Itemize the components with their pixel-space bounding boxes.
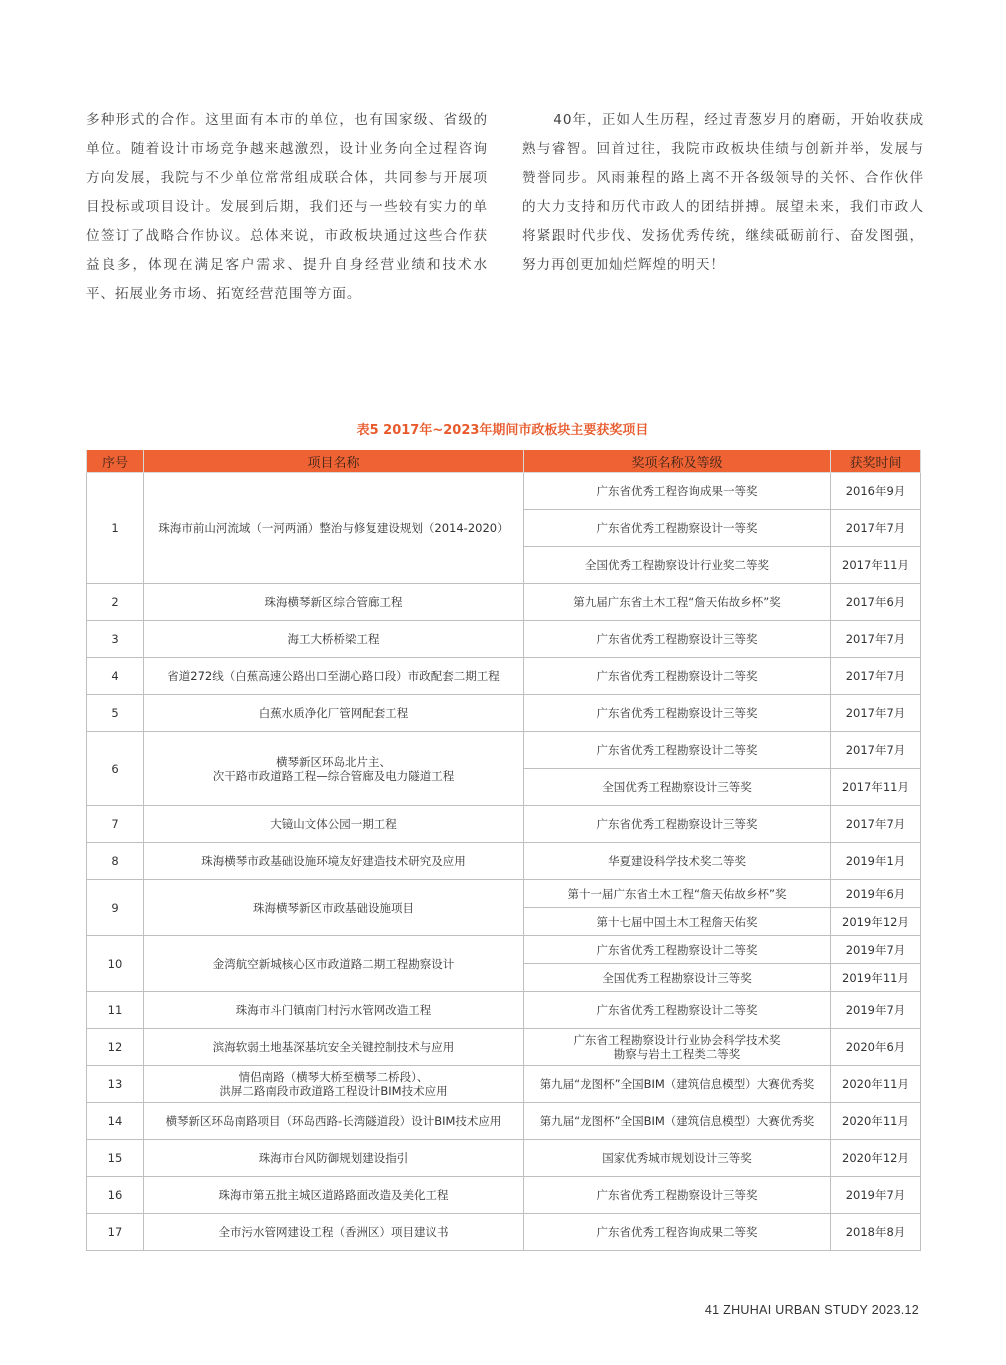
cell-project: 珠海市台风防御规划建设指引 [144,1140,524,1177]
table-row [87,806,921,843]
column-header-project: 项目名称 [144,450,524,473]
cell-award: 全国优秀工程勘察设计行业奖二等奖 [524,547,831,584]
cell-project: 白蕉水质净化厂管网配套工程 [144,695,524,732]
page-footer [705,1303,919,1317]
cell-no: 14 [87,1103,144,1140]
table-row [87,732,921,769]
cell-no: 11 [87,992,144,1029]
cell-award: 广东省优秀工程勘察设计二等奖 [524,658,831,695]
cell-date: 2017年7月 [831,806,921,843]
cell-award: 广东省优秀工程勘察设计三等奖 [524,695,831,732]
cell-no: 16 [87,1177,144,1214]
cell-date: 2017年7月 [831,621,921,658]
table-row [87,1066,921,1103]
cell-project: 珠海横琴市政基础设施环境友好建造技术研究及应用 [144,843,524,880]
cell-project: 省道272线（白蕉高速公路出口至湖心路口段）市政配套二期工程 [144,658,524,695]
table-row [87,1140,921,1177]
page-number: 41 [704,1303,720,1317]
cell-no: 5 [87,695,144,732]
table-title: 表5 2017年~2023年期间市政板块主要获奖项目 [356,423,649,438]
cell-no: 17 [87,1214,144,1251]
cell-award: 国家优秀城市规划设计三等奖 [524,1140,831,1177]
table-row [87,843,921,880]
cell-project: 情侣南路（横琴大桥至横琴二桥段）、 洪屏二路南段市政道路工程设计BIM技术应用 [144,1066,524,1103]
awards-table [86,450,921,1251]
cell-award: 第十七届中国土木工程詹天佑奖 [524,908,831,936]
cell-date: 2017年11月 [831,547,921,584]
cell-no: 15 [87,1140,144,1177]
cell-date: 2017年11月 [831,769,921,806]
table-row [87,1103,921,1140]
cell-no: 7 [87,806,144,843]
publication-name: ZHUHAI URBAN STUDY [723,1303,868,1317]
cell-project: 大镜山文体公园一期工程 [144,806,524,843]
cell-date: 2016年9月 [831,473,921,510]
column-header-no: 序号 [87,450,144,473]
article-paragraph: 多种形式的合作。这里面有本市的单位，也有国家级、省级的单位。随着设计市场竞争越来越激烈，设计业务向全过程咨询方向发展，我院与不少单位常常组成联合体，共同参与开展项目投标或项目设计。发展到后期，我们还与一些较有实力的单位签订了战略合作协议。总体来说，市政板块通过这些合作获益良多，体现在满足客户需求、提升自身经营业绩和技术水平、拓展业务市场、拓宽经营范围等方面。 [86,112,488,302]
cell-date: 2020年11月 [831,1103,921,1140]
cell-project: 横琴新区环岛南路项目（环岛西路-长湾隧道段）设计BIM技术应用 [144,1103,524,1140]
cell-award: 广东省工程勘察设计行业协会科学技术奖 勘察与岩土工程类二等奖 [524,1029,831,1066]
cell-no: 10 [87,936,144,992]
cell-award: 广东省优秀工程咨询成果二等奖 [524,1214,831,1251]
cell-project: 珠海市前山河流域（一河两涌）整治与修复建设规划（2014-2020） [144,473,524,584]
table-row [87,473,921,510]
cell-award: 广东省优秀工程勘察设计三等奖 [524,806,831,843]
cell-date: 2019年7月 [831,992,921,1029]
cell-award: 广东省优秀工程勘察设计三等奖 [524,1177,831,1214]
cell-no: 13 [87,1066,144,1103]
cell-no: 6 [87,732,144,806]
cell-date: 2019年11月 [831,964,921,992]
cell-date: 2017年7月 [831,695,921,732]
cell-project: 珠海横琴新区市政基础设施项目 [144,880,524,936]
cell-award: 广东省优秀工程勘察设计一等奖 [524,510,831,547]
table-row [87,584,921,621]
cell-no: 4 [87,658,144,695]
cell-date: 2018年8月 [831,1214,921,1251]
cell-award: 广东省优秀工程勘察设计二等奖 [524,992,831,1029]
cell-project: 金湾航空新城核心区市政道路二期工程勘察设计 [144,936,524,992]
cell-date: 2017年7月 [831,510,921,547]
cell-no: 9 [87,880,144,936]
table-row [87,658,921,695]
cell-project: 珠海市斗门镇南门村污水管网改造工程 [144,992,524,1029]
cell-award: 广东省优秀工程勘察设计三等奖 [524,621,831,658]
issue-date: 2023.12 [871,1303,919,1317]
table-body [87,473,921,1251]
cell-date: 2020年11月 [831,1066,921,1103]
cell-award: 华夏建设科学技术奖二等奖 [524,843,831,880]
cell-project: 海工大桥桥梁工程 [144,621,524,658]
cell-date: 2019年12月 [831,908,921,936]
cell-award: 广东省优秀工程咨询成果一等奖 [524,473,831,510]
cell-award: 广东省优秀工程勘察设计二等奖 [524,936,831,964]
article-right-column [522,106,924,280]
cell-project: 珠海市第五批主城区道路路面改造及美化工程 [144,1177,524,1214]
cell-date: 2019年6月 [831,880,921,908]
table-row [87,695,921,732]
cell-no: 12 [87,1029,144,1066]
article-paragraph: 40年，正如人生历程，经过青葱岁月的磨砺，开始收获成熟与睿智。回首过往，我院市政板块佳绩与创新并举，发展与赞誉同步。风雨兼程的路上离不开各级领导的关怀、合作伙伴的大力支持和历代市政人的团结拼搏。展望未来，我们市政人将紧跟时代步伐、发扬优秀传统，继续砥砺前行、奋发图强，努力再创更加灿烂辉煌的明天！ [522,112,924,273]
cell-project: 滨海软弱土地基深基坑安全关键控制技术与应用 [144,1029,524,1066]
table-row [87,1214,921,1251]
cell-award: 第九届“龙图杯”全国BIM（建筑信息模型）大赛优秀奖 [524,1066,831,1103]
cell-date: 2019年7月 [831,1177,921,1214]
cell-award: 第九届“龙图杯”全国BIM（建筑信息模型）大赛优秀奖 [524,1103,831,1140]
cell-award: 第十一届广东省土木工程“詹天佑故乡杯”奖 [524,880,831,908]
cell-date: 2020年6月 [831,1029,921,1066]
cell-no: 2 [87,584,144,621]
column-header-award: 奖项名称及等级 [524,450,831,473]
table-row [87,1029,921,1066]
cell-date: 2017年7月 [831,732,921,769]
table-row [87,936,921,964]
cell-no: 8 [87,843,144,880]
cell-date: 2017年6月 [831,584,921,621]
cell-project: 珠海横琴新区综合管廊工程 [144,584,524,621]
cell-date: 2019年7月 [831,936,921,964]
cell-date: 2017年7月 [831,658,921,695]
table-row [87,1177,921,1214]
cell-project: 全市污水管网建设工程（香洲区）项目建议书 [144,1214,524,1251]
cell-award: 第九届广东省土木工程“詹天佑故乡杯”奖 [524,584,831,621]
table-header-row [87,450,921,473]
cell-no: 1 [87,473,144,584]
cell-no: 3 [87,621,144,658]
cell-date: 2020年12月 [831,1140,921,1177]
cell-award: 全国优秀工程勘察设计三等奖 [524,964,831,992]
table-row [87,621,921,658]
column-header-date: 获奖时间 [831,450,921,473]
cell-date: 2019年1月 [831,843,921,880]
cell-award: 广东省优秀工程勘察设计二等奖 [524,732,831,769]
cell-project: 横琴新区环岛北片主、 次干路市政道路工程—综合管廊及电力隧道工程 [144,732,524,806]
table-row [87,992,921,1029]
cell-award: 全国优秀工程勘察设计三等奖 [524,769,831,806]
article-left-column [86,106,488,309]
table-row [87,880,921,908]
